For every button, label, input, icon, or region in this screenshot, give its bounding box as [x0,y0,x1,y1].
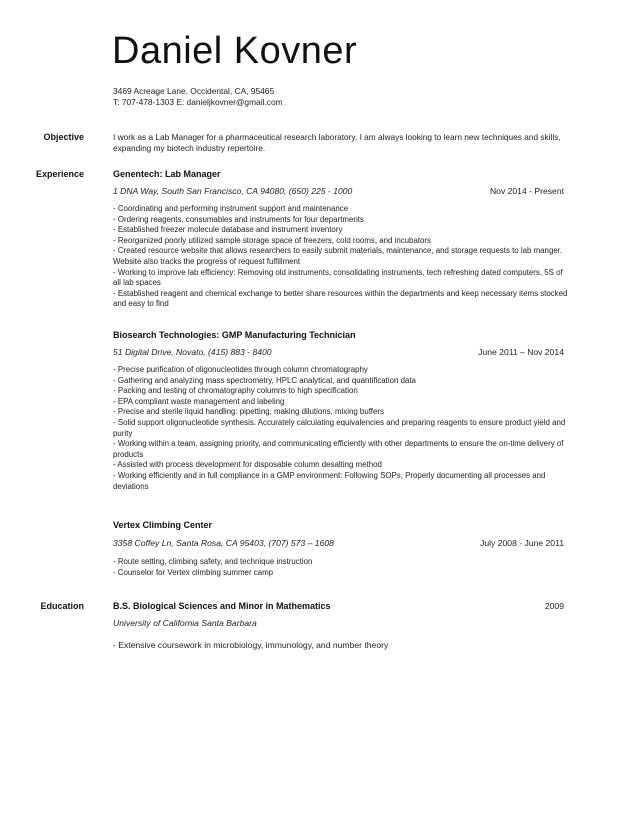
list-item: - Created resource website that allows researchers to easily submit materials, maintenance, and storage requests to lab manger. Website also tracks the progress of request fulfillment [113,246,563,266]
list-item: - Precise and sterile liquid handling: pipetting, making dilutions, mixing buffers [113,407,384,417]
resume-name: Daniel Kovner [112,30,358,72]
list-item: - Counselor for Vertex climbing summer camp [113,567,274,577]
list-item: - Working efficiently and in full compliance in a GMP environment: Following SOPs, Properly documenting all processes and deviations [113,470,546,491]
job-dates: July 2008 - June 2011 [480,538,564,548]
list-item: - Assisted with process development for disposable column desalting method [113,460,382,470]
job-duties-list [113,557,568,578]
education-label: Education [40,601,84,611]
objective-text: I work as a Lab Manager for a pharmaceutical research laboratory. I am always looking to learn new techniques and skills, expanding my biotech industry repertoire. [113,132,561,153]
address-line: 3469 Acreage Lane, Occidental, CA, 95465 [113,86,275,96]
job-duties-list [113,204,568,310]
list-item: - Working within a team, assigning priority, and communicating efficiently with other departments to ensure the on-time delivery of products [113,439,564,459]
school-name: University of California Santa Barbara [113,618,257,628]
list-item: - Packing and testing of chromatography columns to high specification [113,386,358,396]
degree-title: B.S. Biological Sciences and Minor in Mathematics [113,601,331,611]
list-item: - Precise purification of oligonucleotides through column chromatography [113,365,368,374]
graduation-year: 2009 [544,601,564,611]
list-item: - Working to improve lab efficiency: Removing old instruments, consolidating instruments, tech refreshing dated computers, 5S of all lab spaces [113,267,563,288]
job-dates: June 2011 – Nov 2014 [478,347,564,357]
job-title: Biosearch Technologies: GMP Manufacturing Technician [113,330,356,340]
job-duties-list [113,365,568,492]
job-dates: Nov 2014 - Present [489,186,564,196]
list-item: - Solid support oligonucleotide synthesis. Accurately calculating equivalencies and preparing reagents to ensure product yield and purity [113,417,566,438]
job-address: 3358 Coffey Ln, Santa Rosa, CA 95403, (707) 573 – 1608 [113,538,334,548]
list-item: - Gathering and analyzing mass spectrometry, HPLC analytical, and quantification data [113,375,416,385]
education-note: - Extensive coursework in microbiology, immunology, and number theory [113,640,389,650]
list-item: - Reorganized poorly utilized sample storage space of freezers, cold rooms, and incubators [113,235,431,245]
list-item: - Route setting, climbing safety, and technique instruction [113,557,313,566]
list-item: - Ordering reagents, consumables and instruments for four departments [113,214,364,224]
job-address: 1 DNA Way, South San Francisco, CA 94080, (650) 225 - 1000 [113,186,353,196]
objective-label: Objective [43,132,84,142]
list-item: - Coordinating and performing instrument support and maintenance [113,204,349,213]
list-item: - Established freezer molecule database and instrument inventory [113,225,343,235]
list-item: - Established reagent and chemical exchange to better share resources within the departments and keep necessary items stocked and easy to find [113,288,568,309]
job-title: Genentech: Lab Manager [113,169,221,179]
job-address: 51 Digital Drive, Novato, (415) 883 - 8400 [113,347,272,357]
experience-label: Experience [35,169,84,179]
job-title: Vertex Climbing Center [113,520,213,530]
list-item: - EPA compliant waste management and labeling [113,396,285,406]
contact-line: T: 707-478-1303 E: danieljkovner@gmail.com [113,97,283,107]
